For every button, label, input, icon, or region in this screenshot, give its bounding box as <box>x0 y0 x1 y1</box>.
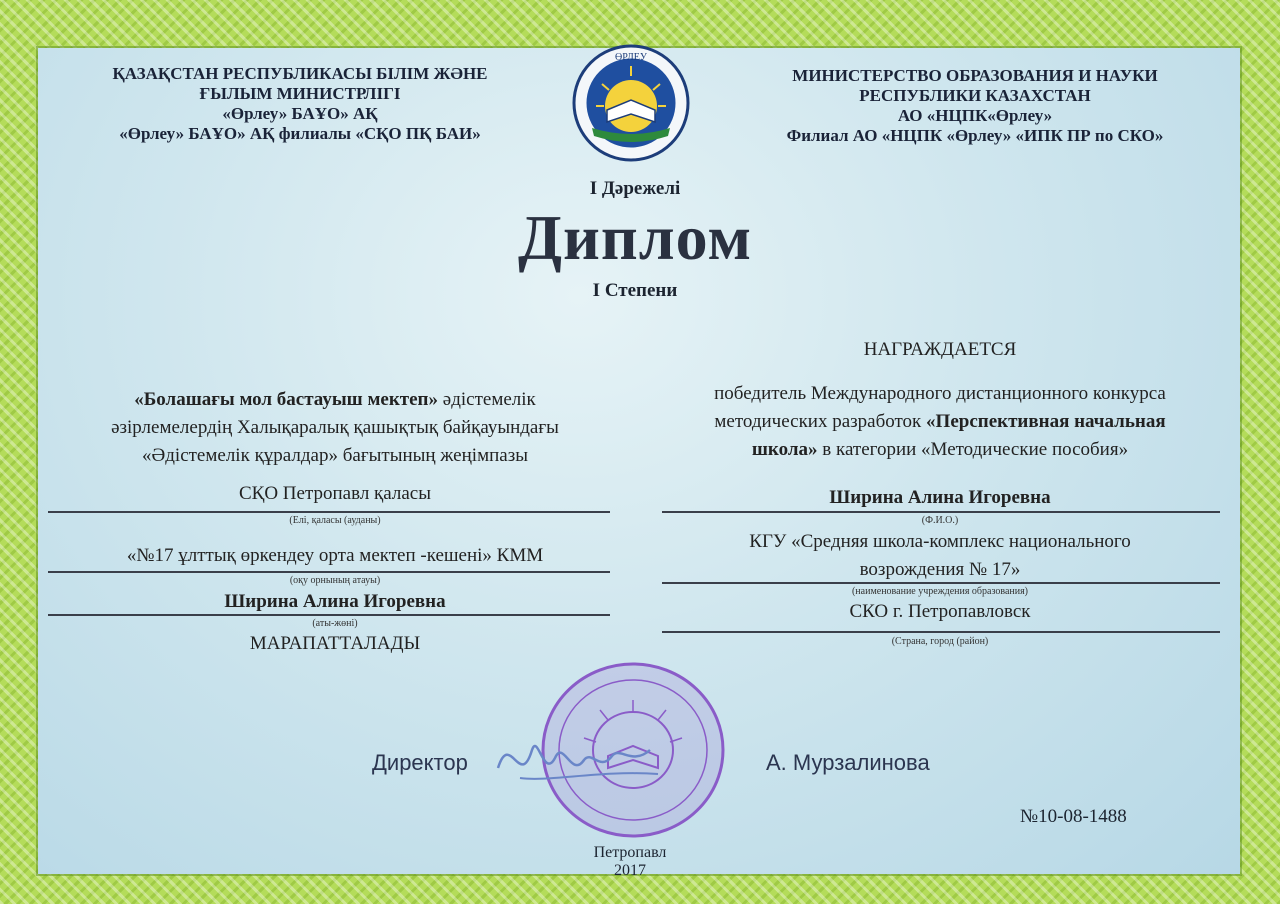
left-city: СҚО Петропавл қаласы <box>238 483 431 504</box>
left-para-2: әзірлемелердің Халықаралық қашықтық байқауындағы <box>111 417 559 438</box>
degree-kz: I Дәрежелі <box>589 178 681 199</box>
left-para-3: «Әдістемелік құралдар» бағытының жеңімпазы <box>142 445 528 466</box>
right-para-2b: «Перспективная начальная <box>926 411 1166 432</box>
left-awarded: МАРАПАТТАЛАДЫ <box>249 633 421 654</box>
right-para-3b: в категории «Методические пособия» <box>817 439 1129 460</box>
right-city-caption: (Страна, город (район) <box>891 636 989 647</box>
left-name: Ширина Алина Игоревна <box>224 591 446 612</box>
certificate-number: №10-08-1488 <box>1020 806 1127 827</box>
right-para-1: победитель Международного дистанционного конкурса <box>714 383 1166 404</box>
right-city-line <box>662 631 1220 633</box>
right-school-line <box>662 582 1220 584</box>
right-name: Ширина Алина Игоревна <box>829 487 1051 508</box>
right-school <box>660 528 1220 584</box>
header-left-line2: ҒЫЛЫМ МИНИСТРЛІГІ <box>199 84 401 103</box>
header-left <box>60 64 540 144</box>
right-para-3a: школа» <box>751 439 818 460</box>
header-left-line4: «Өрлеу» БАҰО» АҚ филиалы «СҚО ПҚ БАИ» <box>119 124 481 143</box>
left-name-line <box>48 614 610 616</box>
year: 2017 <box>614 862 646 879</box>
place: Петропавл <box>593 844 667 861</box>
right-awarded: НАГРАЖДАЕТСЯ <box>863 339 1017 360</box>
right-school-1: КГУ «Средняя школа-комплекс национального <box>749 531 1131 552</box>
right-name-line <box>662 511 1220 513</box>
header-left-line3: «Өрлеу» БАҰО» АҚ <box>222 104 378 123</box>
header-left-line1: ҚАЗАҚСТАН РЕСПУБЛИКАСЫ БІЛІМ ЖӘНЕ <box>112 64 488 83</box>
right-school-2: возрождения № 17» <box>859 559 1021 580</box>
diploma-title: Диплом <box>517 202 753 273</box>
right-school-caption: (наименование учреждения образования) <box>851 586 1029 597</box>
header-right <box>720 66 1230 146</box>
header-right-line1: МИНИСТЕРСТВО ОБРАЗОВАНИЯ И НАУКИ <box>792 66 1158 85</box>
orleu-logo-icon <box>572 44 690 162</box>
director-signature-icon <box>480 720 670 800</box>
director-name: А. Мурзалинова <box>766 750 930 775</box>
right-para-2a: методических разработок <box>714 411 927 432</box>
left-name-caption: (аты-жөні) <box>312 618 358 629</box>
left-paragraph <box>40 386 630 470</box>
left-city-line <box>48 511 610 513</box>
left-school-caption: (оқу орнының атауы) <box>289 575 381 586</box>
degree-ru: I Степени <box>592 280 678 301</box>
left-para-bold: «Болашағы мол бастауыш мектеп» <box>134 389 439 410</box>
header-right-line2: РЕСПУБЛИКИ КАЗАХСТАН <box>859 86 1091 105</box>
right-name-caption: (Ф.И.О.) <box>921 515 959 526</box>
left-school: «№17 ұлттық өркендеу орта мектеп -кешені» КММ <box>126 545 544 566</box>
svg-text:ӨРЛЕУ: ӨРЛЕУ <box>614 52 648 63</box>
header-right-line4: Филиал АО «НЦПК «Өрлеу» «ИПК ПР по СКО» <box>786 126 1164 145</box>
right-paragraph <box>660 380 1220 464</box>
left-school-line <box>48 571 610 573</box>
left-para-1: әдістемелік <box>438 389 536 410</box>
header-right-line3: АО «НЦПК«Өрлеу» <box>897 106 1053 125</box>
right-city: СКО г. Петропавловск <box>849 601 1031 622</box>
director-label: Директор <box>372 750 468 775</box>
left-city-caption: (Елі, қаласы (ауданы) <box>289 515 381 526</box>
